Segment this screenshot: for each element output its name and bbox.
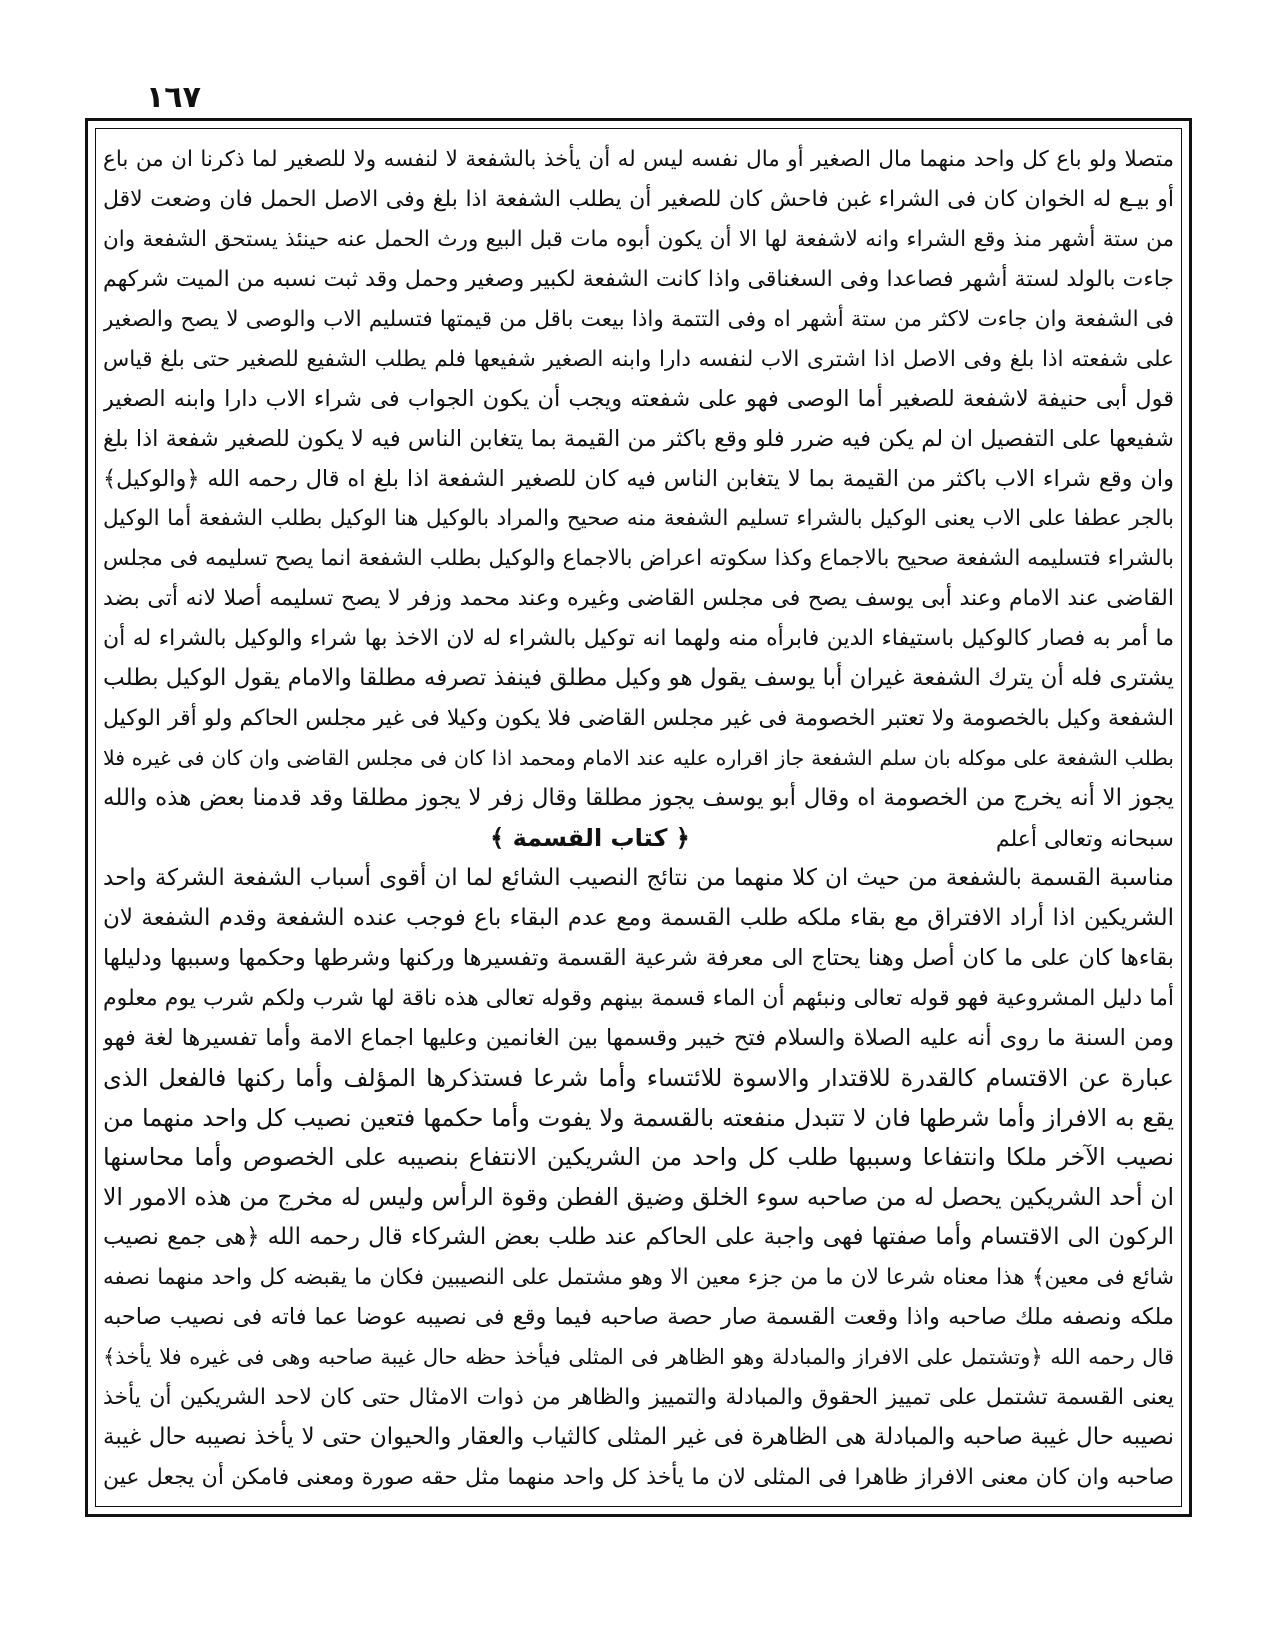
text-line: متصلا ولو باع كل واحد منهما مال الصغير أو مال نفسه ليس له أن يأخذ بالشفعة لا لنفسه ولا للصغير لما ذكرنا ان من باع (103, 147, 1174, 172)
text-line: على شفعته اذا بلغ وفى الاصل اذا اشترى الاب لنفسه دارا وابنه الصغير شفيعها فلم يطلب الشفيع للصغير حتى بلغ قياس (103, 346, 1174, 372)
text-line: صاحبه وان كان معنى الافراز ظاهرا فى المثلى لان ما يأخذ كل واحد منهما مثل حقه صورة ومعنى فامكن أن يجعل عين (103, 1464, 1174, 1490)
text-line: شفيعها على التفصيل ان لم يكن فيه ضرر فلو وقع باكثر من القيمة بما يتغابن الناس فيه لا يكون للصغير شفعة اذا بلغ (103, 425, 1174, 452)
text-line: بقاءها كان على ما كان أصل وهنا يحتاج الى معرفة شرعية القسمة وتفسيرها وركنها وشرطها وحكمها وسببها ودليلها (103, 944, 1174, 971)
closing-formula: سبحانه وتعالى أعلم (995, 826, 1174, 852)
text-line: يشترى فله أن يترك الشفعة غيران أبا يوسف يقول هو وكيل مطلق فينفذ تصرفه مطلقا والامام يقول الوكيل بطلب (103, 665, 1174, 692)
text-line: الشفعة وكيل بالخصومة ولا تعتبر الخصومة فى غير مجلس القاضى فلا يكون وكيلا فى غير مجلس الحاكم ولو أقر الوكيل (103, 706, 1174, 732)
text-line: أما دليل المشروعية فهو قوله تعالى ونبئهم أن الماء قسمة بينهم وقوله تعالى هذه ناقة لها شرب ولكم شرب يوم معلوم (103, 985, 1174, 1011)
text-line: نصيبه حال غيبة صاحبه والمبادلة هى الظاهرة فى غير المثلى كالثياب والعقار والحيوان حتى لا يأخذ نصيبه حال غيبة (103, 1424, 1174, 1450)
text-line: ان أحد الشريكين يحصل له من صاحبه سوء الخلق وضيق الفطن وقوة الرأس وليس له مخرج من هذه الامور الا (103, 1183, 1174, 1212)
text-line: الشريكين اذا أراد الافتراق مع بقاء ملكه طلب القسمة ومع عدم البقاء باع فوجب عنده الشفعة وقدم الشفعة لان (103, 904, 1174, 931)
text-line: بالشراء فتسليمه الشفعة صحيح بالاجماع وكذا سكوته اعراض بالاجماع والوكيل بطلب الشفعة انما يصح تسليمه فى مجلس (103, 546, 1174, 572)
text-line: ملكه ونصفه ملك صاحبه واذا وقعت القسمة صار حصة صاحبه فيما وقع فى نصيبه عوضا عما فاته فى نصيب صاحبه (103, 1304, 1174, 1331)
section-break-line (103, 819, 1174, 859)
text-line: بالجر عطفا على الاب يعنى الوكيل بالشراء تسليم الشفعة منه صحيح والمراد بالوكيل هنا الوكيل بطلب الشفعة أما الوكيل (103, 506, 1174, 532)
text-line: القاضى عند الامام وعند أبى يوسف يصح فى مجلس القاضى وغيره وعند محمد وزفر لا يصح تسليمه أصلا لانه أتى بضد (103, 586, 1174, 612)
text-line: الركون الى الاقتسام وأما صفتها فهى واجبة على الحاكم عند طلب بعض الشركاء قال رحمه الله ﴿هى جمع نصيب (103, 1224, 1174, 1251)
text-line: عبارة عن الاقتسام كالقدرة للاقتدار والاسوة للائتساء وأما شرعا فستذكرها المؤلف وأما ركنها فالفعل الذى (103, 1063, 1174, 1092)
text-line: شائع فى معين﴾ هذا معناه شرعا لان ما من جزء معين الا وهو مشتمل على النصيبين فكان ما يقبضه كل واحد منهما نصفه (103, 1265, 1174, 1291)
page-number: ١٦٧ (146, 80, 201, 115)
text-line: ما أمر به فصار كالوكيل باستيفاء الدين فابرأه منه ولهما انه توكيل بالشراء له لان الاخذ بها شراء والوكيل بالشراء له أن (103, 626, 1174, 652)
text-line: نصيب الآخر ملكا وانتفاعا وسببها طلب كل واحد من الشريكين الانتفاع بنصيبه على الخصوص وأما محاسنها (103, 1143, 1174, 1172)
page-text-body (103, 140, 1174, 1498)
text-line: أو بيـع له الخوان كان فى الشراء غبن فاحش كان للصغير أن يطلب الشفعة اذا بلغ وفى الاصل الحمل فان وضعت لاقل (103, 186, 1174, 212)
text-line: قال رحمه الله ﴿وتشتمل على الافراز والمبادلة وهو الظاهر فى المثلى فيأخذ حظه حال غيبة صاحبه وهى فى غيره فلا يأخذ﴾ (103, 1345, 1174, 1370)
text-line: جاءت بالولد لستة أشهر فصاعدا وفى السغناقى واذا كانت الشفعة لكبير وصغير وحمل وقد ثبت نسبه من الميت شركهم (103, 266, 1174, 292)
text-line: ومن السنة ما روى أنه عليه الصلاة والسلام فتح خيبر وقسمها بين الغانمين وعليها اجماع الامة وأما تفسيرها لغة فهو (103, 1024, 1174, 1051)
section-heading: ﴿ كتاب القسمة ﴾ (490, 823, 690, 852)
text-line: بطلب الشفعة على موكله بان سلم الشفعة جاز اقراره عليه عند الامام ومحمد اذا كان فى مجلس القاضى وان كان فى غيره فلا (103, 746, 1174, 771)
text-line: وان وقع شراء الاب باكثر من القيمة بما لا يتغابن الناس فيه كان للصغير الشفعة اذا بلغ اه قال رحمه الله ﴿والوكيل﴾ (103, 465, 1174, 492)
text-line: يجوز الا أنه يخرج من الخصومة اه وقال أبو يوسف يجوز مطلقا وقال زفر لا يجوز مطلقا وقد قدمنا بعض هذه والله (103, 785, 1174, 811)
text-line: فى الشفعة وان جاءت لاكثر من ستة أشهر اه وفى التتمة واذا بيعت باقل من قيمتها فتسليم الاب والوصى لا يصح والصغير (103, 306, 1174, 332)
text-line: قول أبى حنيفة لاشفعة للصغير أما الوصى فهو على شفعته ويجب أن يكون الجواب فى شراء الاب دارا وابنه الصغير (103, 385, 1174, 412)
text-line: مناسبة القسمة بالشفعة من حيث ان كلا منهما من نتائج النصيب الشائع لما ان أقوى أسباب الشفعة الشركة واحد (103, 864, 1174, 891)
text-line: يقع به الافراز وأما شرطها فان لا تتبدل منفعته بالقسمة ولا يفوت وأما حكمها فتعين نصيب كل واحد منهما من (103, 1103, 1174, 1132)
text-line: يعنى القسمة تشتمل على تمييز الحقوق والمبادلة والتمييز والظاهر من ذوات الامثال حتى كان لاحد الشريكين أن يأخذ (103, 1385, 1174, 1411)
text-line: من ستة أشهر منذ وقع الشراء وانه لاشفعة لها الا أن يكون أبوه مات قبل البيع ورث الحمل عنه حينئذ يستحق الشفعة وان (103, 226, 1174, 252)
